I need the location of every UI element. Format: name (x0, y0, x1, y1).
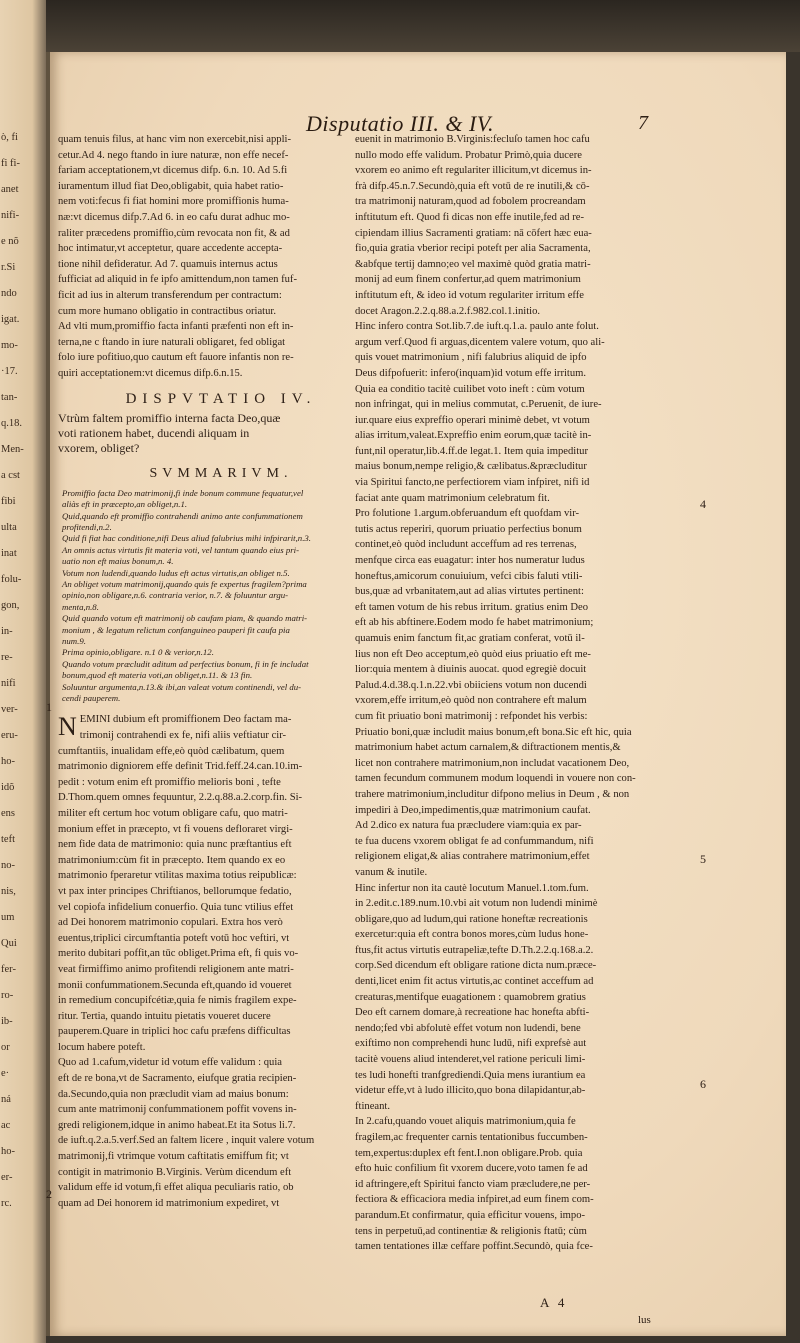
text-line: vanum & inutile. (355, 866, 428, 878)
text-line: exercetur:quia eft contra bonos mores,cùm ludus hone- (355, 929, 589, 941)
facing-page-fragment: er- (1, 1172, 13, 1183)
text-line: Quia ea conditio tacitè cuilibet voto ineft : cùm votum (355, 383, 585, 395)
text-line: argum verf.Quod fi arguas,dicentem valere votum, quo ali- (355, 336, 605, 348)
text-line: pedit : votum enim eft promiffio melioris boni , tefte (58, 776, 281, 788)
facing-page-fragment: igat. (1, 314, 20, 325)
summary-entry: opinio,non obligare,n.6. contraria verior, n.7. & foluuntur argu- (62, 590, 289, 601)
text-line: nem voti:fecus fi fiat homini more promiffionis huma- (58, 196, 289, 208)
text-line: nem fide data de matrimonio: quia nunc præftantius eft (58, 839, 292, 851)
text-line: D.Thom.quem omnes fequuntur, 2.2.q.88.a.2.corp.fin. Si- (58, 792, 303, 804)
text-line: trimonij contrahendi ex fe, nifi aliis veftiatur cir- (79, 730, 287, 741)
text-line: raliter præcedens promiffio,cùm revocata non fit, & ad (58, 227, 290, 239)
facing-page-fragment: or (1, 1042, 10, 1053)
text-line: matrimonio fperaretur vtilitas maxima totius reipublicæ: (58, 870, 297, 882)
text-line: iur.quare eius expreffio operari minimè debet, vt votum (355, 414, 590, 426)
text-line: tione nihil defideratur. Ad 7. quamuis internus actus (58, 258, 278, 270)
text-line: monii confummationem.Secunda eft,quando id voueret (58, 979, 292, 991)
text-line: ritur. Tertia, quando intuitu pietatis voueret ducere (58, 1010, 271, 1022)
text-line: menfque circa eas euagatur: inter hos numeratur ludus (355, 555, 585, 567)
facing-page-fragment: a cst (1, 470, 20, 481)
text-line: frà difp.45.n.7.Secundò,quia eft votū de re inutili,& cō- (355, 180, 590, 192)
text-line: Ad 2.dico ex natura fua præcludere viam:quia ex par- (355, 820, 582, 832)
summary-entry: Quid fi fiat hac conditione,nifi Deus aliud falubrius mihi infpirarit,n.3. (62, 533, 312, 544)
folio-number: 7 (638, 112, 648, 134)
text-line: vt pax inter principes Chriftianos, bellorumque fedatio, (58, 885, 292, 897)
text-line: continet,eò quòd includunt acceffum ad res terrenas, (355, 539, 577, 551)
facing-page-fragment: inat (1, 548, 17, 559)
facing-page-fragment: e nõ (1, 236, 19, 247)
text-line: creaturas,mentifque euagationem : quamobrem gratius (355, 991, 586, 1003)
text-line: tens in perpetuū,ad continentiæ & religionis ftatū; cùm (355, 1225, 587, 1237)
text-line: da.Secundo,quia non præcludit viam ad maius bonum: (58, 1088, 289, 1100)
facing-page-fragment: tan- (1, 392, 18, 403)
facing-page-fragment: rc. (1, 1198, 12, 1209)
text-line: validum effe id votum,fi effet aliqua peculiaris ratio, ob (58, 1182, 294, 1194)
text-line: honeftus,amicorum conuiuium, vefci cibis faluti vtili- (355, 570, 583, 582)
text-line: Deus difpofuerit: infero(inquam)id votum effe irritum. (355, 367, 587, 379)
text-line: exiftimo non comprehendi hunc ludū, nifi exprefsè aut (355, 1038, 587, 1050)
book-page (46, 52, 786, 1336)
facing-page-fragment: nis, (1, 886, 16, 897)
text-line: faciat ante quam matrimonium celebratum fit. (355, 492, 550, 504)
facing-page-fragment: gon, (1, 600, 20, 611)
text-line: matrimonij,fi vtrimque votum caftitatis emiffum fit; vt (58, 1151, 289, 1163)
text-line: de iuft.q.2.a.5.verf.Sed an faltem licere , inquit valere votum (58, 1135, 315, 1147)
text-line: cum more humano obligatio in contractibus oriatur. (58, 305, 277, 317)
facing-page-fragment: ná (1, 1094, 11, 1105)
text-line: Palud.4.d.38.q.1.n.22.vbi obiiciens votum non ducendi (355, 679, 587, 691)
text-line: &abfque tertij damno;eo vel maximè quòd gratia matri- (355, 258, 591, 270)
text-line: matrimonio digniorem effe definit Trid.feff.24.can.10.im- (58, 761, 303, 773)
question-line: vxorem, obliget? (58, 441, 140, 456)
text-line: eft de re bona,vt de Sacramento, eiufque gratia recipien- (58, 1073, 297, 1085)
text-line: inftitutum eft. Quod fi dicas non effe inutile,fed ad re- (355, 211, 584, 223)
text-line: næ:vt dicemus difp.7.Ad 6. in eo cafu durat adhuc mo- (58, 211, 290, 223)
text-line: id aftringere,eft Spiritui fancto viam præcludere,ne per- (355, 1178, 591, 1190)
text-line: fio,quia gratia vberior recipi poteft per alia Sacramenta, (355, 243, 591, 255)
summary-entry: profitendi,n.2. (62, 521, 112, 532)
summary-entry: monium , & legatum relictum confanguineo pauperi fit caufa pia (62, 624, 290, 635)
facing-page-fragment: r.Si (1, 262, 16, 273)
text-line: bus,quæ ad vrbanitatem,aut ad alias virtutes pertinent: (355, 586, 584, 598)
text-line: monij ad eum finem confertur,ad quem matrimonium (355, 274, 581, 286)
text-line: matrimonium habet actum carnalem,& diftractionem mentis,& (355, 742, 621, 754)
summary-entry: Soluuntur argumenta,n.13.& ibi,an valeat votum continendi, vel du- (62, 681, 302, 692)
question-line: voti rationem habet, ducendi aliquam in (58, 426, 250, 441)
text-line: religionem eligat,& alias contrahere matrimonium,effet (355, 851, 590, 863)
text-line: in remedium concupifcétiæ,quia fe nimis fragilem expe- (58, 995, 297, 1007)
summary-entry: bonum,quod eft materia voti,an obliget,n.11. & 13 fin. (62, 670, 253, 681)
text-line: quam tenuis filus, at hanc vim non exercebit,nisi appli- (58, 134, 292, 145)
summary-entry: Votum non ludendi,quando ludus eft actus virtutis,an obliget n.5. (62, 567, 290, 578)
text-line: Ad vlti mum,promiffio facta infanti præfenti non eft in- (58, 321, 294, 333)
summary-entry: cendi pauperem. (62, 693, 121, 703)
text-line: Priuatio boni,quæ includit maius bonum,eft bona.Sic eft hic, quia (355, 726, 632, 738)
text-line: tes ludi honefti tranfgrediendi.Quia mens iurantium ea (355, 1069, 586, 1081)
facing-page-fragment: q.18. (1, 418, 22, 429)
text-line: merito dubitari poffit,an tūc obliget.Prima eft, fi quis vo- (58, 948, 299, 960)
facing-page-fragment: ho- (1, 756, 15, 767)
text-line: funt,nil operatur,lib.4.ff.de legat.1. Item quia impeditur (355, 445, 588, 457)
summary-entry: menta,n.8. (62, 601, 99, 612)
text-line: licet non contrahere matrimonium,non includat vacationem Deo, (355, 757, 630, 769)
facing-page-fragment: ò, fi (1, 132, 18, 143)
summary-entry: Promiffio facta Deo matrimonij,fi inde bonum commune fequatur,vel (62, 487, 304, 498)
catchword: lus (638, 1314, 651, 1326)
margin-number-2: 2 (46, 1187, 52, 1201)
text-line: Hinc infero contra Sot.lib.7.de iuft.q.1.a. paulo ante folut. (355, 321, 599, 333)
text-line: quiri acceptationem:vt dicemus difp.6.n.15. (58, 367, 243, 379)
text-line: obligare,quo ad ludum,qui ratione honeftæ recreationis (355, 913, 588, 925)
facing-page-fragment: eru- (1, 730, 18, 741)
summary-entry: An omnis actus virtutis fit materia voti, vel tantum quando eius pri- (62, 544, 300, 555)
facing-page-fragment: um (1, 912, 15, 923)
facing-page-fragment: no- (1, 860, 15, 871)
facing-page-edge (0, 0, 46, 1343)
facing-page-fragment: ver- (1, 704, 18, 715)
disputation-body (58, 712, 384, 1211)
text-line: non infringat, qui in melius commutat, c.Peruenit, de iure- (355, 399, 602, 411)
text-line: cetur.Ad 4. nego ftando in iure naturæ, non effe necef- (58, 149, 289, 161)
margin-number-6: 6 (700, 1077, 706, 1091)
facing-page-fragment: e· (1, 1068, 10, 1079)
text-line: cum fit priuatio boni matrimonij : refpondet his verbis: (355, 710, 588, 722)
text-line: fragilem,ac frequenter carnis tentationibus fuccumben- (355, 1132, 588, 1143)
running-title: Disputatio III. & IV. (306, 111, 494, 136)
text-line: tra matrimonij naturam,quod ad fobolem procreandam (355, 196, 586, 208)
text-line: te fua ducens vxorem obligat fe ad confummandum, nifi (355, 835, 594, 847)
text-line: tacitè vouens aliud intenderet,vel ratione periculi limi- (355, 1054, 586, 1066)
facing-page-fragment: folu- (1, 574, 22, 585)
text-line: veat firmiffimo animo profitendi religionem ante matri- (58, 963, 294, 975)
text-line: trahere matrimonium,includitur difpono melius in Deum , & non (355, 788, 630, 800)
text-line: via Spiritui fancto,ne perfectiorem viam infpiret, nifi id (355, 477, 590, 489)
summary-entry: aliàs eft in præcepto,an obliget,n.1. (62, 499, 188, 510)
text-line: ficit ad ius in alterum transferendum per contractum: (58, 289, 282, 301)
text-line: in 2.edit.c.189.num.10.vbi ait votum non ludendi minimè (355, 898, 598, 910)
facing-page-fragment: fer- (1, 964, 16, 975)
text-line: cum ante matrimonij confummationem poffit vovens in- (58, 1104, 297, 1116)
facing-page-fragment: idõ (1, 782, 15, 793)
left-opening-paragraph (58, 132, 384, 382)
text-line: cipiendam illius Sacramenti gratiam: nā cōfert hæc eua- (355, 227, 592, 239)
text-line: impediri à Deo,impedimentis,quæ matrimonium caufat. (355, 804, 591, 816)
disputation-question (58, 411, 384, 456)
text-line: lior:quia mentem à diuinis auocat. quod egregiè docuit (355, 664, 587, 676)
text-line: maius bonum,nempe religio,& cælibatus.&præcluditur (355, 461, 587, 473)
text-line: denti,licet enim fit actus virtutis,ac continet acceffum ad (355, 976, 594, 988)
disputation-heading: DISPVTATIO IV. (125, 390, 317, 407)
facing-page-fragment: re- (1, 652, 13, 663)
text-line: EMINI dubium eft promiffionem Deo factam ma- (79, 714, 292, 726)
summary-entry: uatio non eft maius bonum,n. 4. (62, 556, 174, 567)
facing-page-fragment: anet (1, 184, 19, 195)
text-line: ftineant. (355, 1100, 391, 1112)
text-line: fectiora & efficaciora media infpiret,ad eum finem com- (355, 1194, 594, 1206)
summary-entry: Quando votum præcludit aditum ad perfectius bonum, fi in fe includat (62, 658, 309, 669)
text-line: ftus,fit actus virtutis eutrapeliæ,tefte D.Th.2.2.q.168.a.2. (355, 944, 594, 956)
text-line: vel copiofa infidelium conuerfio. Quia tunc vtilius effet (58, 901, 294, 913)
facing-page-fragment: fibi (1, 496, 16, 507)
facing-page-fragment: ens (1, 808, 15, 819)
facing-page-fragment: ho- (1, 1146, 15, 1157)
text-line: pauperem.Quare in triplici hoc cafu præfens difficultas (58, 1026, 291, 1038)
summary-entry: An obliget votum matrimonij,quando quis fe expertus fragilem?prima (62, 578, 307, 589)
right-column (355, 132, 688, 1255)
text-line: eft tamen votum de his rebus irritum. gratius enim Deo (355, 601, 589, 613)
facing-page-fragment: nifi (1, 678, 16, 689)
text-line: eft ab his abftinere.Eodem modo fe habet matrimonium; (355, 617, 594, 629)
facing-page-fragment: fi fi- (1, 158, 20, 169)
text-line: Pro folutione 1.argum.obferuandum eft quofdam vir- (355, 508, 580, 520)
facing-page-fragment: mo- (1, 340, 18, 351)
text-line: corp.Sed dicendum eft obligare ratione dicta num.præce- (355, 960, 597, 972)
text-line: alias irritum,valeat.Expreffio enim eorum,quæ tacitè in- (355, 430, 592, 442)
text-line: videtur effe,vt à ludo illicito,quo bona dilapidantur,ab- (355, 1085, 586, 1097)
text-line: parandum.Et confirmatur, quia efficitur vouens, impo- (355, 1209, 586, 1221)
summary-entry: Quid quando votum eft matrimonij ob caufam piam, & quando matri- (62, 613, 308, 624)
text-line: tamen fecundum communem modum loquendi in vouere non con- (355, 773, 636, 785)
text-line: ad Dei honorem matrimonio copulari. Extra hos verò (58, 917, 283, 929)
text-line: nendo;fed vbi abfolutè effet votum non ludendi, bene (355, 1022, 581, 1034)
text-line: hoc intimatur,vt acceptetur, quare accedente accepta- (58, 243, 283, 255)
text-line: quam ad Dei honorem id matrimonium expediret, vt (58, 1197, 280, 1209)
text-line: tutis actus reperiri, quorum priuatio perfectius bonum (355, 523, 582, 535)
margin-number-1: 1 (46, 700, 52, 714)
text-line: contigit in matrimonio B.Virginis. Verùm dicendum eft (58, 1166, 292, 1178)
text-line: vxorem eo animo eft regulariter illicitum,vt dicemus in- (355, 165, 592, 177)
facing-page-fragment: ro- (1, 990, 14, 1001)
text-line: Deo eft carnem domare,à recreatione hac honefta abfti- (355, 1007, 590, 1019)
margin-number-5: 5 (700, 852, 706, 866)
text-line: cumftantiis, inualidam effe,eò quòd cælibatum, quem (58, 745, 285, 757)
text-line: Hinc infertur non ita cautè locutum Manuel.1.tom.fum. (355, 882, 589, 894)
text-line: quamuis enim fanctum fit,ac gratiam conferat, votū il- (355, 633, 585, 644)
facing-page-fragment: ac (1, 1120, 11, 1131)
text-line: tamen tentationes illæ ceffare poffint.Secundò, quia fce- (355, 1241, 593, 1253)
summary-entry: Prima opinio,obligare. n.1 0 & verior,n.12. (62, 647, 214, 658)
facing-page-fragment: nifi- (1, 210, 20, 221)
text-line: tem,expertus:duplex eft fent.I.non obligare.Prob. quia (355, 1147, 583, 1159)
text-line: locum habere poteft. (58, 1041, 146, 1053)
text-line: nullo modo effe validum. Probatur Primò,quia ducere (355, 149, 582, 161)
facing-page-fragment: ·17. (1, 366, 18, 377)
text-line: monium effet in præcepto, vt fi vouens defloraret virgi- (58, 823, 293, 835)
facing-page-fragment: ulta (1, 522, 17, 533)
text-line: In 2.cafu,quando vouet aliquis matrimonium,quia fe (355, 1116, 576, 1128)
text-line: euentus,triplici circumftantia poteft votū hoc veftiri, vt (58, 932, 290, 944)
text-line: fufficiat ad aliquid in fe ipfo amittendum,non tamen fuf- (58, 274, 297, 286)
text-line: folo iure pofitiuo,quo cautum eft fauore infantis non re- (58, 352, 294, 364)
facing-page-fragment: ndo (1, 288, 17, 299)
facing-page-fragment: in- (1, 626, 13, 637)
summary-list (58, 488, 384, 705)
facing-page-fragment: ib- (1, 1016, 13, 1027)
question-line: Vtrùm faltem promiffio interna facta Deo,quæ (58, 411, 281, 426)
text-line: matrimonium:cùm fit in præcepto. Item quando ex eo (58, 854, 286, 866)
book-top-edge (46, 0, 800, 52)
summary-entry: num.9. (62, 635, 86, 646)
text-line: fariam acceptationem,vt dicemus difp. 6.n. 10. Ad 5.fi (58, 165, 288, 177)
facing-page-fragment: Men- (1, 444, 24, 455)
signature-mark: A 4 (540, 1295, 568, 1310)
left-column (58, 132, 384, 1211)
text-line: docet Aragon.2.2.q.88.a.2.f.982.col.1.initio. (355, 305, 541, 317)
facing-page-fragment: Qui (1, 938, 17, 949)
text-line: quis vouet matrimonium , nifi falubrius aliquid de ipfo (355, 352, 587, 364)
text-line: inftitutum eft, & ideo id votum regulariter irritum effe (355, 289, 584, 301)
text-line: terna,ne c ftando in iure naturali obligaret, fed obligat (58, 336, 286, 348)
summary-entry: Quid,quando eft promiffio contrahendi animo ante confummationem (62, 510, 303, 521)
facing-page-fragment: teft (1, 834, 15, 845)
summary-heading: SVMMARIVM. (149, 466, 293, 482)
text-line: lius non eft Deo acceptum,eò quòd eius priuatio eft me- (355, 648, 591, 660)
text-line: Quo ad 1.cafum,videtur id votum effe validum : quia (58, 1057, 282, 1069)
drop-cap-initial: N (58, 712, 77, 742)
text-line: vxorem,effe irritum,eò quòd non contrahere eft malum (355, 695, 587, 707)
text-line: euenit in matrimonio B.Virginis:fecluſo tamen hoc cafu (355, 134, 590, 145)
text-line: militer eft certum hoc votum obligare cafu, quo matri- (58, 807, 288, 819)
text-line: iuramentum illud fiat Deo,obligabit, quia habet ratio- (58, 180, 284, 192)
text-line: efto huic confilium fit vxorem ducere,voto tamen fe ad (355, 1163, 588, 1175)
text-line: gredi religionem,idque in animo habeat.Et ita Sotus li.7. (58, 1119, 296, 1131)
margin-number-4: 4 (700, 497, 706, 511)
